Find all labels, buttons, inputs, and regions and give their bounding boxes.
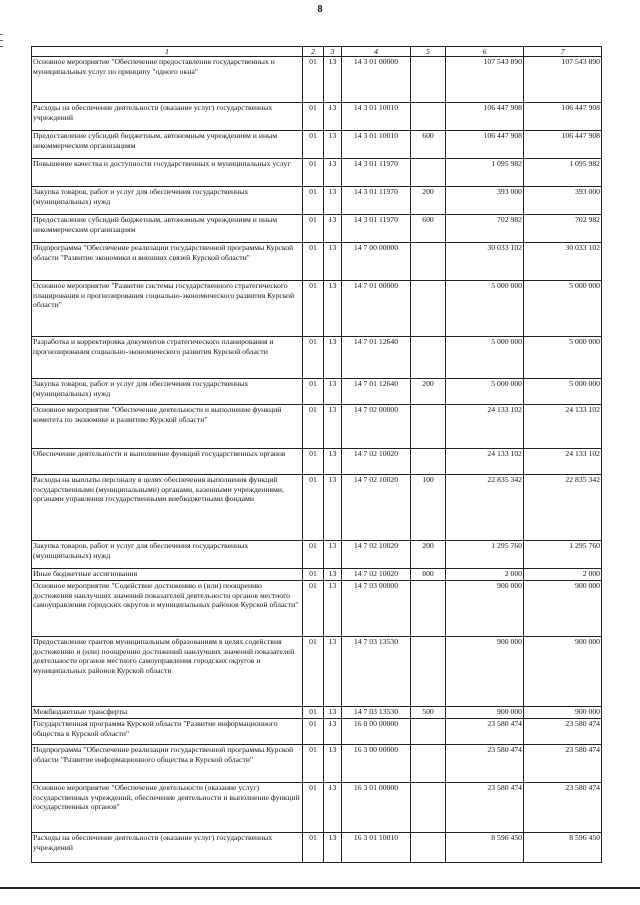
cell-amount-year1: 24 133 102 (446, 449, 524, 475)
cell-section: 01 (303, 637, 324, 707)
cell-expense-type (411, 581, 446, 637)
cell-name: Основное мероприятие "Развитие системы государственного стратегического планирования и прогнозирования социально-экономического развития Курской области" (32, 281, 303, 337)
cell-amount-year1: 900 000 (446, 637, 524, 707)
cell-amount-year2: 900 000 (524, 581, 602, 637)
col-header-2: 2 (303, 47, 324, 57)
cell-target-code: 14 3 01 10010 (342, 131, 411, 159)
cell-subsection: 13 (324, 719, 342, 745)
page-number: 8 (317, 4, 323, 15)
cell-name: Закупка товаров, работ и услуг для обеспечения государственных (муниципальных) нужд (32, 379, 303, 405)
cell-section: 01 (303, 569, 324, 581)
cell-subsection: 13 (324, 581, 342, 637)
cell-amount-year1: 702 982 (446, 215, 524, 243)
cell-name: Предоставление грантов муниципальным образованиям в целях содействия достижению и (или) поощрению достижений наилучших значений показателей деятельности органов местного самоуправления городских округов и муниципальных районов Курской области (32, 637, 303, 707)
cell-subsection: 13 (324, 745, 342, 783)
table-row (32, 159, 602, 187)
cell-subsection: 13 (324, 783, 342, 833)
cell-amount-year1: 8 596 450 (446, 833, 524, 863)
scan-edge-marks (0, 0, 6, 905)
cell-name: Подпрограмма "Обеспечение реализации государственной программы Курской области "Развитие информационного общества в Курской области" (32, 745, 303, 783)
cell-expense-type (411, 719, 446, 745)
cell-amount-year1: 107 543 890 (446, 57, 524, 103)
cell-amount-year2: 5 000 000 (524, 337, 602, 379)
cell-amount-year1: 23 580 474 (446, 745, 524, 783)
col-header-7: 7 (524, 47, 602, 57)
cell-expense-type (411, 57, 446, 103)
cell-amount-year2: 5 000 000 (524, 281, 602, 337)
cell-subsection: 13 (324, 159, 342, 187)
cell-target-code: 16 0 00 00000 (342, 719, 411, 745)
cell-subsection: 13 (324, 243, 342, 281)
cell-target-code: 14 7 02 10020 (342, 475, 411, 541)
cell-section: 01 (303, 719, 324, 745)
cell-expense-type (411, 833, 446, 863)
cell-amount-year1: 23 580 474 (446, 783, 524, 833)
cell-expense-type: 500 (411, 707, 446, 719)
cell-target-code: 14 7 01 12640 (342, 379, 411, 405)
cell-amount-year1: 23 580 474 (446, 719, 524, 745)
cell-section: 01 (303, 243, 324, 281)
cell-section: 01 (303, 405, 324, 449)
cell-subsection: 13 (324, 215, 342, 243)
cell-target-code: 16 3 00 00000 (342, 745, 411, 783)
cell-expense-type: 200 (411, 187, 446, 215)
cell-section: 01 (303, 131, 324, 159)
cell-amount-year2: 24 133 102 (524, 405, 602, 449)
cell-name: Предоставление субсидий бюджетным, автономным учреждениям и иным некоммерческим организациям (32, 131, 303, 159)
cell-expense-type (411, 159, 446, 187)
cell-name: Предоставление субсидий бюджетным, автономным учреждениям и иным некоммерческим организациям (32, 215, 303, 243)
cell-section: 01 (303, 541, 324, 569)
cell-name: Основное мероприятие "Обеспечение предоставления государственных и муниципальных услуг по принципу "одного окна" (32, 57, 303, 103)
cell-amount-year2: 22 835 342 (524, 475, 602, 541)
cell-subsection: 13 (324, 707, 342, 719)
cell-amount-year1: 1 295 760 (446, 541, 524, 569)
cell-expense-type (411, 449, 446, 475)
cell-target-code: 14 7 02 00000 (342, 405, 411, 449)
cell-section: 01 (303, 581, 324, 637)
cell-name: Расходы на обеспечение деятельности (оказание услуг) государственных учреждений (32, 103, 303, 131)
table-row (32, 57, 602, 103)
cell-amount-year2: 900 000 (524, 707, 602, 719)
cell-name: Обеспечение деятельности и выполнение функций государственных органов (32, 449, 303, 475)
cell-section: 01 (303, 159, 324, 187)
cell-amount-year1: 5 000 000 (446, 379, 524, 405)
cell-amount-year1: 22 835 342 (446, 475, 524, 541)
cell-name: Расходы на обеспечение деятельности (оказание услуг) государственных учреждений (32, 833, 303, 863)
cell-target-code: 14 7 03 13530 (342, 637, 411, 707)
cell-target-code: 14 3 01 11970 (342, 215, 411, 243)
table-row (32, 541, 602, 569)
cell-amount-year1: 106 447 908 (446, 103, 524, 131)
cell-name: Расходы на выплаты персоналу в целях обеспечения выполнения функций государственными (муниципальными) органами, казенными учреждениями, органами управления государственными внебюджетными фондами (32, 475, 303, 541)
cell-name: Закупка товаров, работ и услуг для обеспечения государственных (муниципальных) нужд (32, 187, 303, 215)
cell-amount-year2: 106 447 908 (524, 131, 602, 159)
cell-amount-year1: 1 095 982 (446, 159, 524, 187)
cell-amount-year1: 2 000 (446, 569, 524, 581)
cell-expense-type: 100 (411, 475, 446, 541)
table-row (32, 833, 602, 863)
cell-target-code: 14 7 03 13530 (342, 707, 411, 719)
cell-subsection: 13 (324, 379, 342, 405)
cell-expense-type: 800 (411, 569, 446, 581)
table-row (32, 281, 602, 337)
table-row (32, 569, 602, 581)
cell-name: Основное мероприятие "Содействие достижению и (или) поощрению достижения наилучших значений показателей деятельности органов местного самоуправления городских округов и муниципальных районов Курской области" (32, 581, 303, 637)
cell-subsection: 13 (324, 103, 342, 131)
cell-section: 01 (303, 281, 324, 337)
cell-amount-year2: 2 000 (524, 569, 602, 581)
cell-amount-year2: 1 295 760 (524, 541, 602, 569)
cell-amount-year2: 393 000 (524, 187, 602, 215)
cell-section: 01 (303, 215, 324, 243)
cell-subsection: 13 (324, 449, 342, 475)
cell-name: Межбюджетные трансферты (32, 707, 303, 719)
cell-subsection: 13 (324, 131, 342, 159)
cell-subsection: 13 (324, 541, 342, 569)
cell-target-code: 14 7 02 10020 (342, 449, 411, 475)
cell-target-code: 14 3 01 10010 (342, 103, 411, 131)
cell-amount-year1: 106 447 908 (446, 131, 524, 159)
table-row (32, 103, 602, 131)
table-row (32, 405, 602, 449)
cell-name: Повышение качества и доступности государственных и муниципальных услуг (32, 159, 303, 187)
cell-subsection: 13 (324, 569, 342, 581)
table-row (32, 637, 602, 707)
cell-expense-type (411, 783, 446, 833)
cell-amount-year1: 393 000 (446, 187, 524, 215)
cell-amount-year2: 107 543 890 (524, 57, 602, 103)
cell-amount-year2: 106 447 908 (524, 103, 602, 131)
cell-section: 01 (303, 449, 324, 475)
cell-amount-year2: 900 000 (524, 637, 602, 707)
table-row (32, 187, 602, 215)
cell-amount-year2: 8 596 450 (524, 833, 602, 863)
cell-subsection: 13 (324, 57, 342, 103)
cell-amount-year2: 30 033 102 (524, 243, 602, 281)
cell-name: Иные бюджетные ассигнования (32, 569, 303, 581)
cell-expense-type (411, 103, 446, 131)
cell-target-code: 14 7 02 10020 (342, 569, 411, 581)
cell-subsection: 13 (324, 405, 342, 449)
cell-subsection: 13 (324, 337, 342, 379)
col-header-4: 4 (342, 47, 411, 57)
cell-amount-year2: 702 982 (524, 215, 602, 243)
cell-amount-year2: 1 095 982 (524, 159, 602, 187)
cell-section: 01 (303, 745, 324, 783)
cell-target-code: 14 7 01 00000 (342, 281, 411, 337)
cell-section: 01 (303, 57, 324, 103)
cell-amount-year1: 24 133 102 (446, 405, 524, 449)
bottom-rule (0, 887, 640, 889)
cell-expense-type (411, 281, 446, 337)
cell-target-code: 14 3 01 00000 (342, 57, 411, 103)
cell-subsection: 13 (324, 281, 342, 337)
table-row (32, 581, 602, 637)
cell-expense-type (411, 243, 446, 281)
table-row (32, 337, 602, 379)
cell-amount-year2: 5 000 000 (524, 379, 602, 405)
cell-name: Государственная программа Курской области "Развитие информационного общества в Курской области" (32, 719, 303, 745)
cell-amount-year2: 24 133 102 (524, 449, 602, 475)
cell-section: 01 (303, 187, 324, 215)
cell-amount-year2: 23 580 474 (524, 783, 602, 833)
cell-target-code: 14 7 01 12640 (342, 337, 411, 379)
cell-amount-year1: 5 000 000 (446, 281, 524, 337)
cell-target-code: 14 7 00 00000 (342, 243, 411, 281)
cell-section: 01 (303, 783, 324, 833)
cell-target-code: 14 7 03 00000 (342, 581, 411, 637)
cell-amount-year2: 23 580 474 (524, 745, 602, 783)
cell-expense-type (411, 745, 446, 783)
cell-subsection: 13 (324, 187, 342, 215)
cell-section: 01 (303, 379, 324, 405)
table-row (32, 449, 602, 475)
cell-subsection: 13 (324, 637, 342, 707)
cell-expense-type (411, 637, 446, 707)
table-row (32, 379, 602, 405)
cell-expense-type: 600 (411, 131, 446, 159)
cell-amount-year1: 900 000 (446, 581, 524, 637)
table-row (32, 783, 602, 833)
cell-amount-year1: 5 000 000 (446, 337, 524, 379)
cell-section: 01 (303, 833, 324, 863)
cell-expense-type (411, 337, 446, 379)
cell-section: 01 (303, 707, 324, 719)
cell-amount-year2: 23 580 474 (524, 719, 602, 745)
cell-target-code: 16 3 01 00000 (342, 783, 411, 833)
cell-name: Основное мероприятие "Обеспечение деятельности (оказание услуг) государственных учреждений, обеспечение деятельности и выполнение функций государственных органов" (32, 783, 303, 833)
cell-name: Закупка товаров, работ и услуг для обеспечения государственных (муниципальных) нужд (32, 541, 303, 569)
table-row (32, 215, 602, 243)
cell-name: Разработка и корректировка документов стратегического планирования и прогнозирования социально-экономического развития Курской области (32, 337, 303, 379)
col-header-3: 3 (324, 47, 342, 57)
col-header-1: 1 (32, 47, 303, 57)
cell-subsection: 13 (324, 475, 342, 541)
cell-expense-type: 200 (411, 379, 446, 405)
cell-expense-type (411, 405, 446, 449)
budget-table (31, 46, 602, 863)
cell-target-code: 14 7 02 10020 (342, 541, 411, 569)
cell-target-code: 14 3 01 11970 (342, 159, 411, 187)
table-row (32, 745, 602, 783)
cell-subsection: 13 (324, 833, 342, 863)
col-header-5: 5 (411, 47, 446, 57)
cell-section: 01 (303, 475, 324, 541)
table-row (32, 475, 602, 541)
cell-section: 01 (303, 337, 324, 379)
table-row (32, 131, 602, 159)
cell-section: 01 (303, 103, 324, 131)
header-row (32, 47, 602, 57)
col-header-6: 6 (446, 47, 524, 57)
cell-target-code: 16 3 01 10010 (342, 833, 411, 863)
cell-amount-year1: 30 033 102 (446, 243, 524, 281)
cell-name: Основное мероприятие "Обеспечение деятельности и выполнение функций комитета по экономике и развитию Курской области" (32, 405, 303, 449)
cell-amount-year1: 900 000 (446, 707, 524, 719)
table-row (32, 719, 602, 745)
cell-name: Подпрограмма "Обеспечение реализации государственной программы Курской области "Развитие экономики и внешних связей Курской области" (32, 243, 303, 281)
cell-expense-type: 200 (411, 541, 446, 569)
table-row (32, 707, 602, 719)
cell-expense-type: 600 (411, 215, 446, 243)
table-row (32, 243, 602, 281)
cell-target-code: 14 3 01 11970 (342, 187, 411, 215)
